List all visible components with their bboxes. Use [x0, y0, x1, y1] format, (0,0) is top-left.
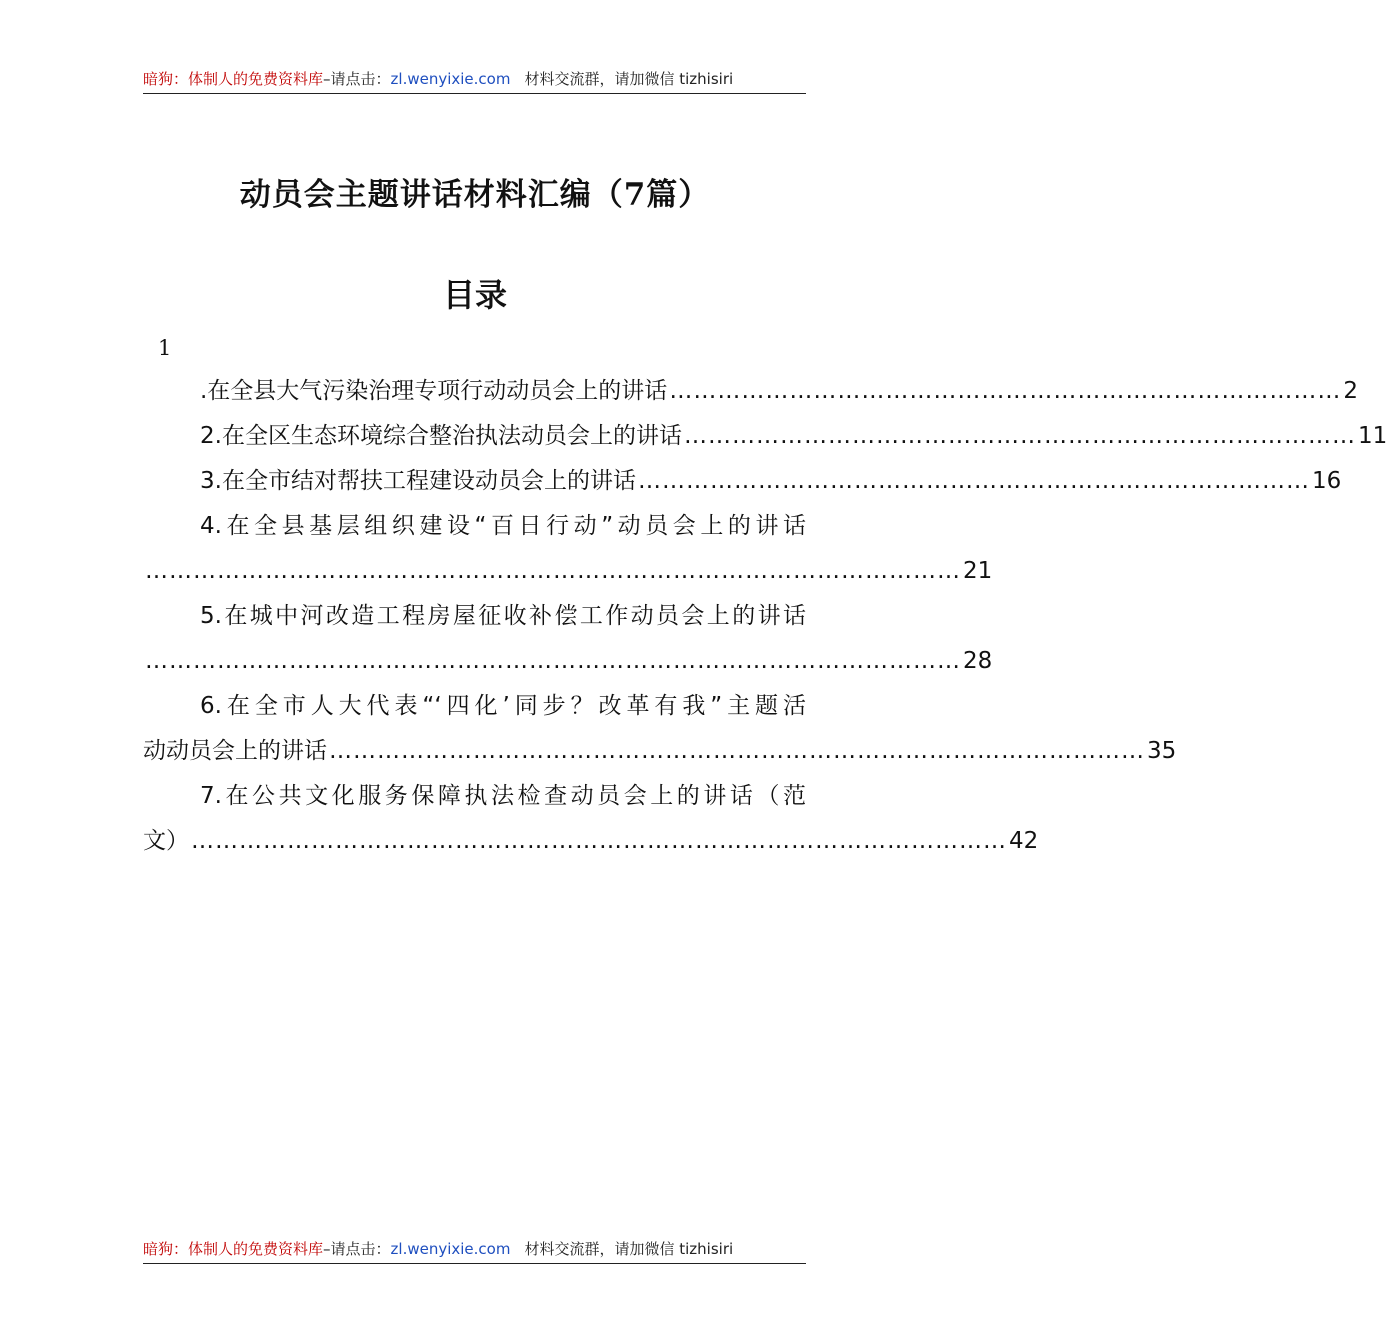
banner-brand: 暗狗：体制人的免费资料库: [143, 1240, 324, 1258]
toc-leader-dots: …………………………………………………………………………: [669, 378, 1342, 404]
toc-heading: 目录: [442, 276, 507, 314]
toc-leader-dots: …………………………………………………………………………………………: [329, 738, 1145, 764]
banner-separator: –请点击：: [323, 1240, 391, 1258]
toc-entry-6-cont[interactable]: [143, 729, 1177, 774]
toc-leader-dots: …………………………………………………………………………………………: [145, 648, 961, 674]
banner-brand: 暗狗：体制人的免费资料库: [143, 70, 324, 88]
toc-leader-dots: …………………………………………………………………………………………: [145, 558, 961, 584]
banner-separator: –请点击：: [323, 70, 391, 88]
toc-leader-dots: …………………………………………………………………………: [683, 423, 1356, 449]
banner-link[interactable]: zl.wenyixie.com: [390, 1240, 511, 1258]
toc-entry-title: 2.在全区生态环境综合整治执法动员会上的讲话: [200, 423, 682, 449]
toc-entry-7[interactable]: [143, 774, 806, 819]
toc-entry-4[interactable]: [143, 504, 806, 549]
toc-entry-4-cont[interactable]: [143, 549, 993, 594]
toc-entry-5-cont[interactable]: [143, 639, 993, 684]
toc-page-number: 2: [1343, 378, 1358, 404]
toc-entry-title: 6.在全市人大代表“‘四化’同步？改革有我”主题活: [200, 693, 806, 719]
toc-entry-title: 7.在公共文化服务保障执法检查动员会上的讲话（范: [200, 783, 806, 809]
toc-entry-6[interactable]: [143, 684, 806, 729]
toc-leader-dots: …………………………………………………………………………: [637, 468, 1310, 494]
toc-page-number: 16: [1311, 468, 1342, 494]
toc-page-number: 35: [1147, 738, 1177, 764]
toc-page-number: 11: [1357, 423, 1387, 449]
toc-entry-title: 3.在全市结对帮扶工程建设动员会上的讲话: [200, 468, 636, 494]
toc-entry-title: 5.在城中河改造工程房屋征收补偿工作动员会上的讲话: [200, 603, 806, 629]
toc-entry-title-cont: 文）: [143, 828, 189, 854]
toc-entry-1[interactable]: [143, 369, 1358, 414]
toc-leader-dots: …………………………………………………………………………………………: [191, 828, 1007, 854]
banner-link[interactable]: zl.wenyixie.com: [390, 70, 511, 88]
toc-entry-title: 4.在全县基层组织建设“百日行动”动员会上的讲话: [200, 513, 806, 539]
document-title: 动员会主题讲话材料汇编（7篇）: [239, 177, 711, 213]
toc-entry-2[interactable]: [143, 414, 1387, 459]
banner-note: 材料交流群，请加微信 tizhisiri: [524, 1240, 734, 1258]
banner-note: 材料交流群，请加微信 tizhisiri: [524, 70, 734, 88]
toc-entry-7-cont[interactable]: [143, 819, 1039, 864]
header-banner: [143, 68, 806, 94]
toc-entry-3[interactable]: [143, 459, 1342, 504]
stray-number: 1: [158, 336, 172, 360]
toc-page-number: 42: [1009, 828, 1039, 854]
toc-page-number: 21: [963, 558, 993, 584]
toc-entry-5[interactable]: [143, 594, 806, 639]
toc-entry-title: .在全县大气污染治理专项行动动员会上的讲话: [200, 378, 668, 404]
footer-banner: [143, 1238, 806, 1264]
toc-page-number: 28: [963, 648, 993, 674]
toc-entry-title-cont: 动动员会上的讲话: [143, 738, 327, 764]
